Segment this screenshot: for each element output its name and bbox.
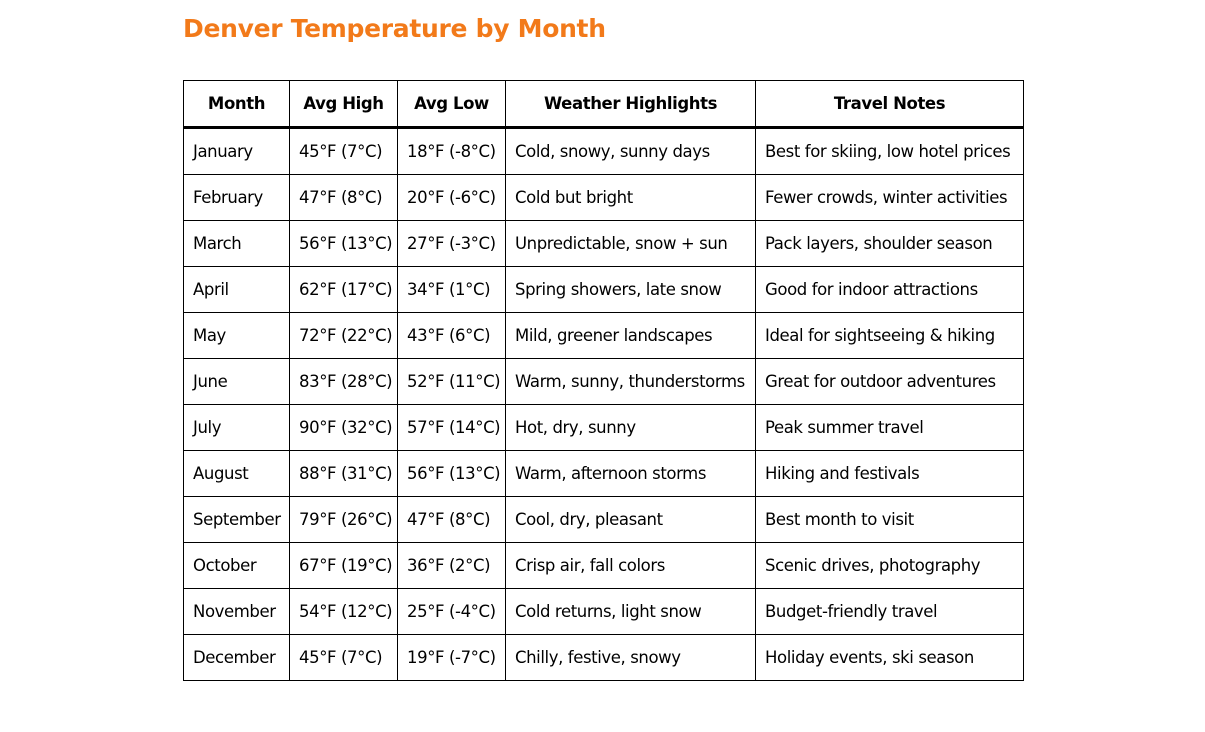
cell-avg-low: 34°F (1°C) [398, 267, 506, 313]
cell-avg-high: 56°F (13°C) [290, 221, 398, 267]
cell-avg-low: 27°F (-3°C) [398, 221, 506, 267]
cell-weather-highlights: Hot, dry, sunny [506, 405, 756, 451]
cell-avg-low: 18°F (-8°C) [398, 128, 506, 175]
cell-avg-high: 88°F (31°C) [290, 451, 398, 497]
cell-weather-highlights: Cold but bright [506, 175, 756, 221]
table-row [184, 543, 1024, 589]
table-row [184, 359, 1024, 405]
cell-month: November [184, 589, 290, 635]
header-month: Month [184, 81, 290, 128]
header-weather-highlights: Weather Highlights [506, 81, 756, 128]
cell-avg-low: 52°F (11°C) [398, 359, 506, 405]
cell-avg-high: 90°F (32°C) [290, 405, 398, 451]
cell-weather-highlights: Chilly, festive, snowy [506, 635, 756, 681]
temperature-table [183, 80, 1024, 681]
page-title: Denver Temperature by Month [183, 14, 606, 43]
table-row [184, 497, 1024, 543]
header-avg-high: Avg High [290, 81, 398, 128]
cell-month: October [184, 543, 290, 589]
header-avg-low: Avg Low [398, 81, 506, 128]
cell-avg-high: 72°F (22°C) [290, 313, 398, 359]
cell-month: August [184, 451, 290, 497]
cell-weather-highlights: Warm, sunny, thunderstorms [506, 359, 756, 405]
cell-month: July [184, 405, 290, 451]
cell-avg-high: 62°F (17°C) [290, 267, 398, 313]
cell-travel-notes: Scenic drives, photography [756, 543, 1024, 589]
cell-travel-notes: Great for outdoor adventures [756, 359, 1024, 405]
table-row [184, 221, 1024, 267]
cell-month: January [184, 128, 290, 175]
cell-avg-low: 57°F (14°C) [398, 405, 506, 451]
cell-travel-notes: Good for indoor attractions [756, 267, 1024, 313]
cell-avg-low: 56°F (13°C) [398, 451, 506, 497]
table-row [184, 635, 1024, 681]
table-header [184, 81, 1024, 128]
table-row [184, 589, 1024, 635]
cell-travel-notes: Ideal for sightseeing & hiking [756, 313, 1024, 359]
header-travel-notes: Travel Notes [756, 81, 1024, 128]
cell-weather-highlights: Cold returns, light snow [506, 589, 756, 635]
cell-weather-highlights: Warm, afternoon storms [506, 451, 756, 497]
cell-month: May [184, 313, 290, 359]
cell-month: June [184, 359, 290, 405]
cell-avg-low: 25°F (-4°C) [398, 589, 506, 635]
cell-avg-low: 36°F (2°C) [398, 543, 506, 589]
cell-weather-highlights: Cold, snowy, sunny days [506, 128, 756, 175]
cell-month: April [184, 267, 290, 313]
table-row [184, 267, 1024, 313]
cell-avg-high: 79°F (26°C) [290, 497, 398, 543]
header-row [184, 81, 1024, 128]
table-row [184, 405, 1024, 451]
cell-weather-highlights: Unpredictable, snow + sun [506, 221, 756, 267]
cell-travel-notes: Peak summer travel [756, 405, 1024, 451]
table-body [184, 128, 1024, 681]
cell-avg-high: 47°F (8°C) [290, 175, 398, 221]
cell-avg-low: 43°F (6°C) [398, 313, 506, 359]
cell-avg-high: 67°F (19°C) [290, 543, 398, 589]
cell-weather-highlights: Mild, greener landscapes [506, 313, 756, 359]
cell-avg-high: 45°F (7°C) [290, 128, 398, 175]
cell-month: September [184, 497, 290, 543]
table-row [184, 128, 1024, 175]
cell-travel-notes: Hiking and festivals [756, 451, 1024, 497]
cell-travel-notes: Holiday events, ski season [756, 635, 1024, 681]
cell-travel-notes: Best for skiing, low hotel prices [756, 128, 1024, 175]
cell-avg-high: 54°F (12°C) [290, 589, 398, 635]
cell-travel-notes: Budget-friendly travel [756, 589, 1024, 635]
cell-month: February [184, 175, 290, 221]
cell-avg-low: 19°F (-7°C) [398, 635, 506, 681]
cell-month: December [184, 635, 290, 681]
cell-month: March [184, 221, 290, 267]
cell-travel-notes: Pack layers, shoulder season [756, 221, 1024, 267]
cell-travel-notes: Fewer crowds, winter activities [756, 175, 1024, 221]
cell-weather-highlights: Cool, dry, pleasant [506, 497, 756, 543]
cell-avg-high: 83°F (28°C) [290, 359, 398, 405]
cell-avg-low: 47°F (8°C) [398, 497, 506, 543]
table-row [184, 451, 1024, 497]
cell-travel-notes: Best month to visit [756, 497, 1024, 543]
cell-weather-highlights: Spring showers, late snow [506, 267, 756, 313]
table-row [184, 175, 1024, 221]
cell-avg-high: 45°F (7°C) [290, 635, 398, 681]
cell-avg-low: 20°F (-6°C) [398, 175, 506, 221]
table-row [184, 313, 1024, 359]
cell-weather-highlights: Crisp air, fall colors [506, 543, 756, 589]
